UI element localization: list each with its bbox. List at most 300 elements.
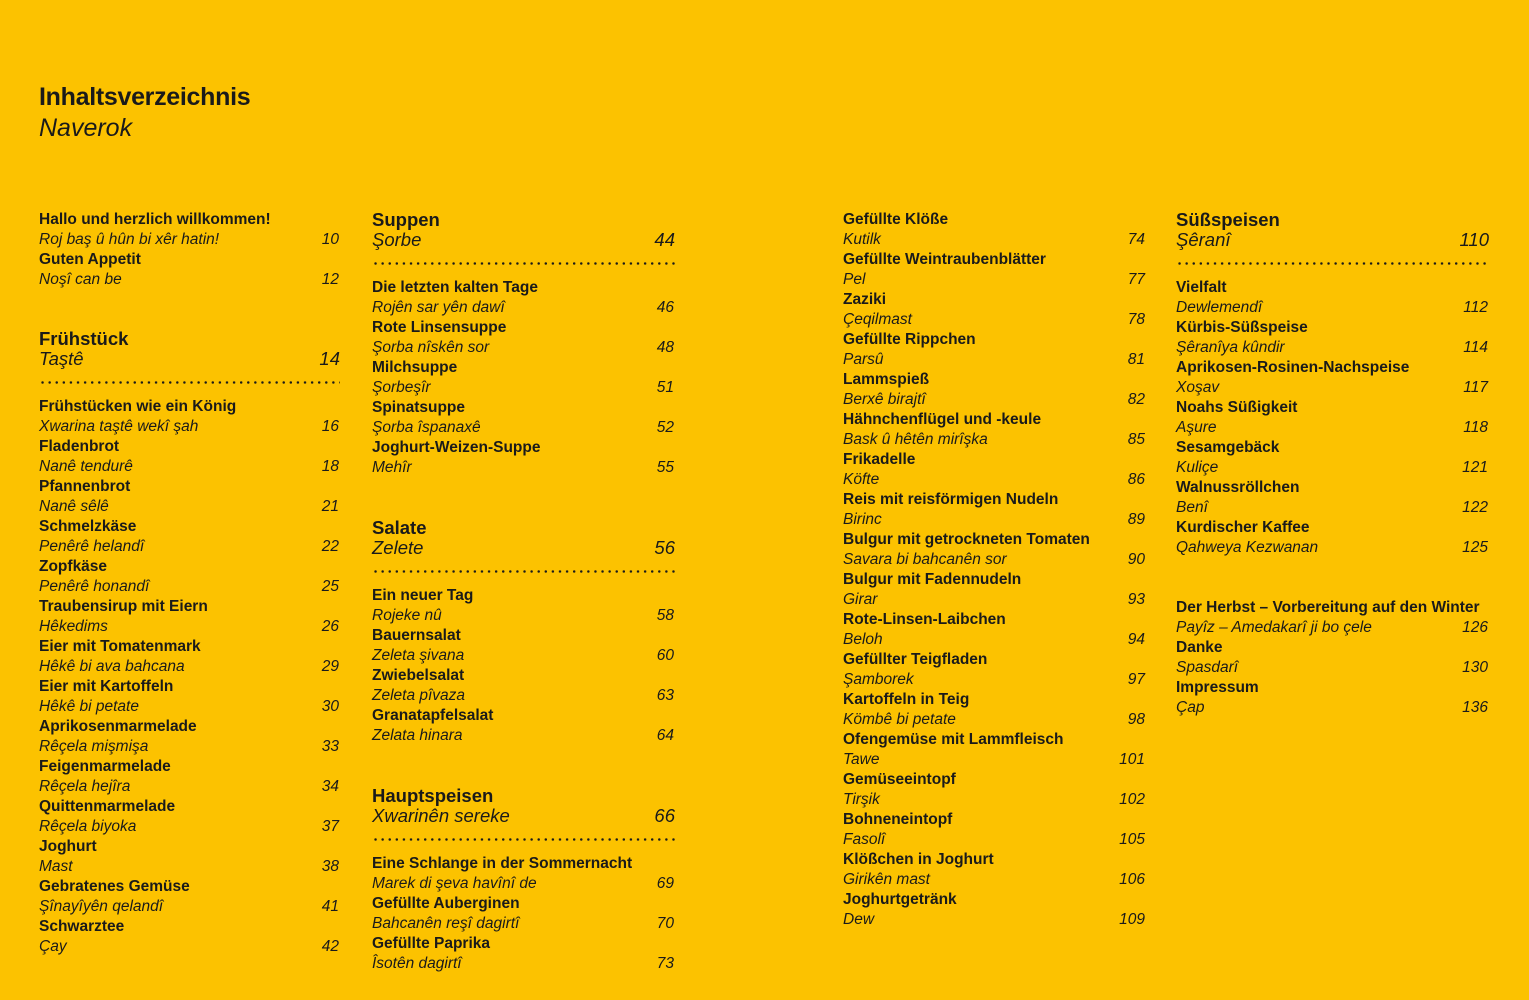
entry-title-german: Reis mit reisförmigen Nudeln: [843, 491, 1059, 508]
entry-title-german: Eier mit Kartoffeln: [39, 678, 174, 695]
entry-subtitle-row: [843, 430, 1146, 450]
toc-entry[interactable]: [843, 890, 1146, 930]
entry-title-kurdish: Zeleta pîvaza: [372, 687, 466, 704]
entry-title-kurdish: Roj baş û hûn bi xêr hatin!: [39, 231, 220, 248]
toc-entry[interactable]: [843, 650, 1146, 690]
toc-entry[interactable]: [843, 850, 1146, 890]
entry-title-german: Feigenmarmelade: [39, 758, 171, 775]
toc-entry[interactable]: [843, 410, 1146, 450]
toc-entry[interactable]: [39, 597, 340, 637]
entry-title-kurdish: Dew: [843, 911, 875, 928]
entry-page-number: 38: [321, 858, 339, 875]
entry-subtitle-row: [39, 230, 340, 250]
entry-page-number: 82: [1127, 391, 1145, 408]
toc-entry[interactable]: [39, 677, 340, 717]
section-heading[interactable]: [1176, 210, 1489, 265]
toc-entry[interactable]: [39, 877, 340, 917]
entry-subtitle-row: [372, 298, 675, 318]
entry-page-number: 81: [1127, 351, 1145, 368]
entry-title-kurdish: Pel: [843, 271, 866, 288]
entry-subtitle-row: [843, 310, 1146, 330]
toc-entry[interactable]: [1176, 398, 1489, 438]
toc-entry[interactable]: [843, 570, 1146, 610]
entry-title-german: Eier mit Tomatenmark: [39, 638, 201, 655]
entry-page-number: 94: [1127, 631, 1145, 648]
entry-page-number: 98: [1127, 711, 1145, 728]
entry-page-number: 22: [321, 538, 339, 555]
entry-title-german: Noahs Süßigkeit: [1176, 399, 1298, 416]
toc-header: [39, 82, 250, 144]
entry-subtitle-row: [843, 390, 1146, 410]
entry-title-kurdish: Benî: [1176, 499, 1208, 516]
toc-entry[interactable]: [843, 290, 1146, 330]
entry-title-kurdish: Çeqilmast: [843, 311, 912, 328]
entry-page-number: 77: [1127, 271, 1145, 288]
entry-title-kurdish: Dewlemendî: [1176, 299, 1263, 316]
entry-title-kurdish: Marek di şeva havînî de: [372, 875, 537, 892]
entry-title-kurdish: Mast: [39, 858, 73, 875]
toc-entry[interactable]: [843, 250, 1146, 290]
entry-page-number: 93: [1127, 591, 1145, 608]
entry-page-number: 25: [321, 578, 339, 595]
entry-title-kurdish: Kömbê bi petate: [843, 711, 956, 728]
entry-page-number: 33: [321, 738, 339, 755]
entry-title-german: Klößchen in Joghurt: [843, 851, 994, 868]
toc-entry[interactable]: [843, 370, 1146, 410]
toc-entry[interactable]: [1176, 318, 1489, 358]
entry-title-german: Bauernsalat: [372, 627, 461, 644]
entry-subtitle-row: [372, 874, 675, 894]
entry-page-number: 117: [1463, 379, 1488, 396]
toc-entry[interactable]: [843, 330, 1146, 370]
section-page-number: 66: [654, 805, 675, 826]
toc-entry[interactable]: [843, 690, 1146, 730]
section-title-german: Frühstück: [39, 328, 129, 349]
entry-title-kurdish: Birinc: [843, 511, 882, 528]
toc-entry[interactable]: [372, 398, 675, 438]
entry-title-kurdish: Girar: [843, 591, 878, 608]
entry-page-number: 73: [656, 955, 674, 972]
entry-title-german: Rote-Linsen-Laibchen: [843, 611, 1006, 628]
toc-entry[interactable]: [1176, 438, 1489, 478]
entry-title-kurdish: Aşure: [1176, 419, 1217, 436]
entry-title-german: Granatapfelsalat: [372, 707, 494, 724]
entry-page-number: 63: [656, 687, 674, 704]
entry-subtitle-row: [372, 378, 675, 398]
entry-title-kurdish: Şamborek: [843, 671, 914, 688]
toc-entry[interactable]: [372, 278, 675, 318]
entry-page-number: 85: [1127, 431, 1145, 448]
entry-title-german: Ein neuer Tag: [372, 587, 474, 604]
entry-title-kurdish: Qahweya Kezwanan: [1176, 539, 1319, 556]
spacer: [39, 290, 340, 329]
entry-page-number: 30: [321, 698, 339, 715]
entry-title-kurdish: Çay: [39, 938, 67, 955]
toc-entry[interactable]: [372, 626, 675, 666]
entry-title-german: Zwiebelsalat: [372, 667, 465, 684]
entry-title-kurdish: Zeleta şivana: [372, 647, 465, 664]
entry-title-kurdish: Hêkedims: [39, 618, 108, 635]
entry-title-kurdish: Rojên sar yên dawî: [372, 299, 505, 316]
spacer: [372, 478, 675, 518]
entry-page-number: 114: [1463, 339, 1488, 356]
section-title-kurdish: Şorbe: [372, 229, 422, 250]
toc-entry[interactable]: [1176, 518, 1489, 558]
toc-entry[interactable]: [843, 770, 1146, 810]
entry-page-number: 78: [1127, 311, 1145, 328]
toc-entry[interactable]: [372, 666, 675, 706]
entry-title-german: Pfannenbrot: [39, 478, 131, 495]
entry-title-german: Fladenbrot: [39, 438, 120, 455]
toc-entry[interactable]: [1176, 358, 1489, 398]
entry-title-german: Gefüllte Klöße: [843, 211, 949, 228]
entry-title-kurdish: Xoşav: [1176, 379, 1220, 396]
entry-title-german: Hähnchenflügel und -keule: [843, 411, 1042, 428]
entry-page-number: 58: [656, 607, 674, 624]
entry-page-number: 109: [1119, 911, 1145, 928]
toc-entry[interactable]: [372, 318, 675, 358]
entry-subtitle-row: [843, 710, 1146, 730]
entry-page-number: 37: [321, 818, 339, 835]
entry-title-german: Gefüllte Auberginen: [372, 895, 520, 912]
entry-title-german: Gefüllte Weintraubenblätter: [843, 251, 1046, 268]
entry-page-number: 106: [1119, 871, 1145, 888]
toc-entry[interactable]: [843, 610, 1146, 650]
toc-entry[interactable]: [39, 917, 340, 957]
entry-title-kurdish: Şorbeşîr: [372, 379, 431, 396]
entry-title-german: Gefüllte Rippchen: [843, 331, 976, 348]
section-subtitle-row: [39, 349, 340, 369]
entry-subtitle-row: [843, 670, 1146, 690]
entry-title-kurdish: Şorba îspanaxê: [372, 419, 481, 436]
toc-entry[interactable]: [843, 450, 1146, 490]
entry-subtitle-row: [372, 954, 675, 974]
entry-page-number: 136: [1462, 699, 1488, 716]
section-page-number: 56: [654, 537, 675, 558]
entry-page-number: 90: [1127, 551, 1145, 568]
page-subtitle: Naverok: [39, 114, 133, 142]
section-heading[interactable]: [372, 210, 675, 265]
entry-subtitle-row: [372, 606, 675, 626]
entry-title-kurdish: Nanê sêlê: [39, 498, 109, 515]
entry-subtitle-row: [1176, 418, 1489, 438]
entry-page-number: 89: [1127, 511, 1145, 528]
entry-page-number: 26: [321, 618, 339, 635]
section-page-number: 44: [654, 229, 675, 250]
toc-entry[interactable]: [39, 250, 340, 290]
section-page-number: 14: [319, 348, 340, 369]
entry-page-number: 51: [656, 379, 674, 396]
dotted-divider: [372, 262, 675, 265]
entry-subtitle-row: [1176, 338, 1489, 358]
section-subtitle-row: [1176, 230, 1489, 250]
entry-title-german: Gebratenes Gemüse: [39, 878, 190, 895]
entry-title-kurdish: Rêçela hejîra: [39, 778, 131, 795]
toc-entry[interactable]: [372, 438, 675, 478]
entry-title-german: Sesamgebäck: [1176, 439, 1280, 456]
entry-title-kurdish: Fasolî: [843, 831, 886, 848]
entry-page-number: 48: [656, 339, 674, 356]
entry-subtitle-row: [1176, 618, 1489, 638]
entry-subtitle-row: [1176, 458, 1489, 478]
toc-column-1: [39, 210, 340, 957]
entry-title-german: Schmelzkäse: [39, 518, 137, 535]
toc-entry[interactable]: [372, 358, 675, 398]
section-subtitle-row: [372, 806, 675, 826]
toc-entry[interactable]: [843, 730, 1146, 770]
toc-entry[interactable]: [372, 586, 675, 626]
entry-subtitle-row: [39, 537, 340, 557]
entry-subtitle-row: [1176, 658, 1489, 678]
toc-entry[interactable]: [39, 557, 340, 597]
entry-title-german: Frühstücken wie ein König: [39, 398, 237, 415]
entry-title-german: Zopfkäse: [39, 558, 108, 575]
entry-title-german: Walnussröllchen: [1176, 479, 1300, 496]
entry-subtitle-row: [372, 686, 675, 706]
entry-title-german: Joghurtgetränk: [843, 891, 957, 908]
entry-title-kurdish: Noşî can be: [39, 271, 122, 288]
entry-title-kurdish: Bask û hêtên mirîşka: [843, 431, 988, 448]
entry-subtitle-row: [843, 790, 1146, 810]
toc-entry[interactable]: [843, 810, 1146, 850]
entry-page-number: 16: [321, 418, 339, 435]
entry-title-kurdish: Hêkê bi petate: [39, 698, 139, 715]
section-title-german: Suppen: [372, 209, 440, 230]
entry-title-kurdish: Köfte: [843, 471, 880, 488]
entry-subtitle-row: [372, 418, 675, 438]
section-page-number: 110: [1459, 229, 1489, 250]
entry-title-german: Joghurt: [39, 838, 97, 855]
entry-title-german: Kürbis-Süßspeise: [1176, 319, 1308, 336]
spacer: [372, 746, 675, 786]
toc-column-4: [1176, 210, 1489, 718]
entry-subtitle-row: [372, 458, 675, 478]
entry-subtitle-row: [39, 417, 340, 437]
toc-entry[interactable]: [372, 894, 675, 934]
entry-subtitle-row: [1176, 298, 1489, 318]
entry-subtitle-row: [843, 750, 1146, 770]
entry-page-number: 34: [321, 778, 339, 795]
entry-page-number: 21: [321, 498, 339, 515]
entry-title-kurdish: Îsotên dagirtî: [372, 955, 462, 972]
entry-page-number: 52: [656, 419, 674, 436]
section-title-kurdish: Xwarinên sereke: [372, 805, 510, 826]
entry-title-german: Milchsuppe: [372, 359, 458, 376]
entry-subtitle-row: [39, 897, 340, 917]
entry-subtitle-row: [843, 550, 1146, 570]
entry-title-german: Aprikosen-Rosinen-Nachspeise: [1176, 359, 1410, 376]
entry-title-kurdish: Penêrê helandî: [39, 538, 145, 555]
entry-subtitle-row: [843, 590, 1146, 610]
toc-entry[interactable]: [1176, 478, 1489, 518]
entry-subtitle-row: [372, 646, 675, 666]
entry-title-german: Gemüseeintopf: [843, 771, 956, 788]
entry-title-kurdish: Kutilk: [843, 231, 881, 248]
entry-title-german: Guten Appetit: [39, 251, 141, 268]
section-heading[interactable]: [372, 518, 675, 573]
entry-page-number: 55: [656, 459, 674, 476]
section-title-kurdish: Taştê: [39, 348, 84, 369]
entry-title-german: Bohneneintopf: [843, 811, 953, 828]
toc-entry[interactable]: [39, 717, 340, 757]
entry-title-kurdish: Beloh: [843, 631, 883, 648]
entry-page-number: 12: [321, 271, 339, 288]
entry-title-german: Hallo und herzlich willkommen!: [39, 211, 271, 228]
toc-entry[interactable]: [39, 637, 340, 677]
dotted-divider: [372, 838, 675, 841]
entry-title-german: Gefüllte Paprika: [372, 935, 491, 952]
entry-title-kurdish: Rêçela biyoka: [39, 818, 137, 835]
entry-subtitle-row: [843, 270, 1146, 290]
entry-subtitle-row: [843, 830, 1146, 850]
entry-page-number: 46: [656, 299, 674, 316]
entry-title-german: Kartoffeln in Teig: [843, 691, 970, 708]
entry-page-number: 112: [1463, 299, 1488, 316]
entry-subtitle-row: [39, 737, 340, 757]
spacer: [1176, 558, 1489, 598]
entry-subtitle-row: [372, 914, 675, 934]
entry-title-german: Lammspieß: [843, 371, 930, 388]
entry-title-german: Frikadelle: [843, 451, 916, 468]
entry-subtitle-row: [843, 870, 1146, 890]
entry-title-kurdish: Parsû: [843, 351, 884, 368]
section-title-german: Salate: [372, 517, 427, 538]
entry-page-number: 41: [321, 898, 339, 915]
toc-entry[interactable]: [1176, 678, 1489, 718]
entry-page-number: 74: [1127, 231, 1145, 248]
toc-column-2: [372, 210, 675, 974]
entry-page-number: 18: [321, 458, 339, 475]
entry-page-number: 126: [1462, 619, 1488, 636]
dotted-divider: [372, 570, 675, 573]
entry-title-german: Gefüllter Teigfladen: [843, 651, 988, 668]
entry-title-kurdish: Zelata hinara: [372, 727, 463, 744]
section-heading[interactable]: [39, 329, 340, 384]
entry-title-german: Quittenmarmelade: [39, 798, 176, 815]
toc-entry[interactable]: [843, 490, 1146, 530]
entry-subtitle-row: [1176, 498, 1489, 518]
toc-entry[interactable]: [843, 530, 1146, 570]
entry-title-german: Bulgur mit Fadennudeln: [843, 571, 1022, 588]
toc-entry[interactable]: [1176, 638, 1489, 678]
entry-subtitle-row: [372, 338, 675, 358]
entry-page-number: 97: [1127, 671, 1145, 688]
entry-page-number: 42: [321, 938, 339, 955]
toc-entry[interactable]: [39, 837, 340, 877]
entry-page-number: 121: [1462, 459, 1488, 476]
entry-title-german: Kurdischer Kaffee: [1176, 519, 1310, 536]
entry-title-kurdish: Berxê birajtî: [843, 391, 926, 408]
entry-title-german: Eine Schlange in der Sommernacht: [372, 855, 633, 872]
toc-entry[interactable]: [1176, 278, 1489, 318]
entry-page-number: 122: [1462, 499, 1488, 516]
entry-subtitle-row: [39, 497, 340, 517]
entry-subtitle-row: [843, 630, 1146, 650]
entry-title-kurdish: Şêranîya kûndir: [1176, 339, 1285, 356]
entry-title-kurdish: Mehîr: [372, 459, 412, 476]
entry-title-kurdish: Payîz – Amedakarî ji bo çele: [1176, 619, 1372, 636]
entry-title-german: Danke: [1176, 639, 1223, 656]
toc-entry[interactable]: [39, 397, 340, 437]
entry-subtitle-row: [39, 697, 340, 717]
entry-title-kurdish: Spasdarî: [1176, 659, 1239, 676]
section-title-german: Hauptspeisen: [372, 785, 494, 806]
entry-title-kurdish: Savara bi bahcanên sor: [843, 551, 1007, 568]
entry-title-kurdish: Şorba nîskên sor: [372, 339, 490, 356]
section-heading[interactable]: [372, 786, 675, 841]
entry-subtitle-row: [39, 817, 340, 837]
entry-title-german: Schwarztee: [39, 918, 125, 935]
toc-entry[interactable]: [39, 517, 340, 557]
entry-title-kurdish: Tirşik: [843, 791, 880, 808]
entry-title-german: Rote Linsensuppe: [372, 319, 507, 336]
entry-title-german: Aprikosenmarmelade: [39, 718, 197, 735]
entry-title-german: Impressum: [1176, 679, 1259, 696]
entry-title-german: Bulgur mit getrockneten Tomaten: [843, 531, 1090, 548]
entry-page-number: 70: [656, 915, 674, 932]
section-title-kurdish: Şêranî: [1176, 229, 1231, 250]
entry-title-kurdish: Tawe: [843, 751, 880, 768]
entry-subtitle-row: [843, 510, 1146, 530]
entry-subtitle-row: [39, 857, 340, 877]
entry-title-german: Die letzten kalten Tage: [372, 279, 538, 296]
toc-entry[interactable]: [39, 437, 340, 477]
entry-page-number: 105: [1119, 831, 1145, 848]
toc-entry[interactable]: [39, 797, 340, 837]
entry-subtitle-row: [372, 726, 675, 746]
section-subtitle-row: [372, 230, 675, 250]
entry-title-kurdish: Nanê tendurê: [39, 458, 133, 475]
entry-page-number: 29: [321, 658, 339, 675]
entry-subtitle-row: [843, 470, 1146, 490]
entry-subtitle-row: [1176, 378, 1489, 398]
toc-entry[interactable]: [372, 934, 675, 974]
entry-title-kurdish: Hêkê bi ava bahcana: [39, 658, 185, 675]
entry-title-german: Zaziki: [843, 291, 887, 308]
dotted-divider: [1176, 262, 1489, 265]
toc-entry[interactable]: [39, 757, 340, 797]
toc-entry[interactable]: [1176, 598, 1489, 638]
toc-entry[interactable]: [372, 706, 675, 746]
entry-subtitle-row: [843, 230, 1146, 250]
entry-title-kurdish: Penêrê honandî: [39, 578, 150, 595]
entry-title-kurdish: Rojeke nû: [372, 607, 442, 624]
toc-entry[interactable]: [39, 477, 340, 517]
entry-subtitle-row: [39, 657, 340, 677]
entry-page-number: 69: [656, 875, 674, 892]
entry-title-kurdish: Xwarina taştê wekî şah: [39, 418, 199, 435]
entry-page-number: 60: [656, 647, 674, 664]
entry-page-number: 64: [656, 727, 674, 744]
entry-subtitle-row: [39, 937, 340, 957]
entry-title-german: Vielfalt: [1176, 279, 1227, 296]
toc-entry[interactable]: [372, 854, 675, 894]
entry-title-german: Der Herbst – Vorbereitung auf den Winter: [1176, 599, 1480, 616]
entry-title-kurdish: Şînayîyên qelandî: [39, 898, 164, 915]
toc-entry[interactable]: [843, 210, 1146, 250]
entry-title-german: Ofengemüse mit Lammfleisch: [843, 731, 1064, 748]
toc-column-3: [843, 210, 1146, 930]
entry-subtitle-row: [1176, 538, 1489, 558]
section-title-kurdish: Zelete: [372, 537, 424, 558]
entry-page-number: 125: [1462, 539, 1488, 556]
entry-subtitle-row: [1176, 698, 1489, 718]
section-title-german: Süßspeisen: [1176, 209, 1280, 230]
entry-title-german: Joghurt-Weizen-Suppe: [372, 439, 541, 456]
section-subtitle-row: [372, 538, 675, 558]
entry-page-number: 10: [321, 231, 339, 248]
toc-entry[interactable]: [39, 210, 340, 250]
